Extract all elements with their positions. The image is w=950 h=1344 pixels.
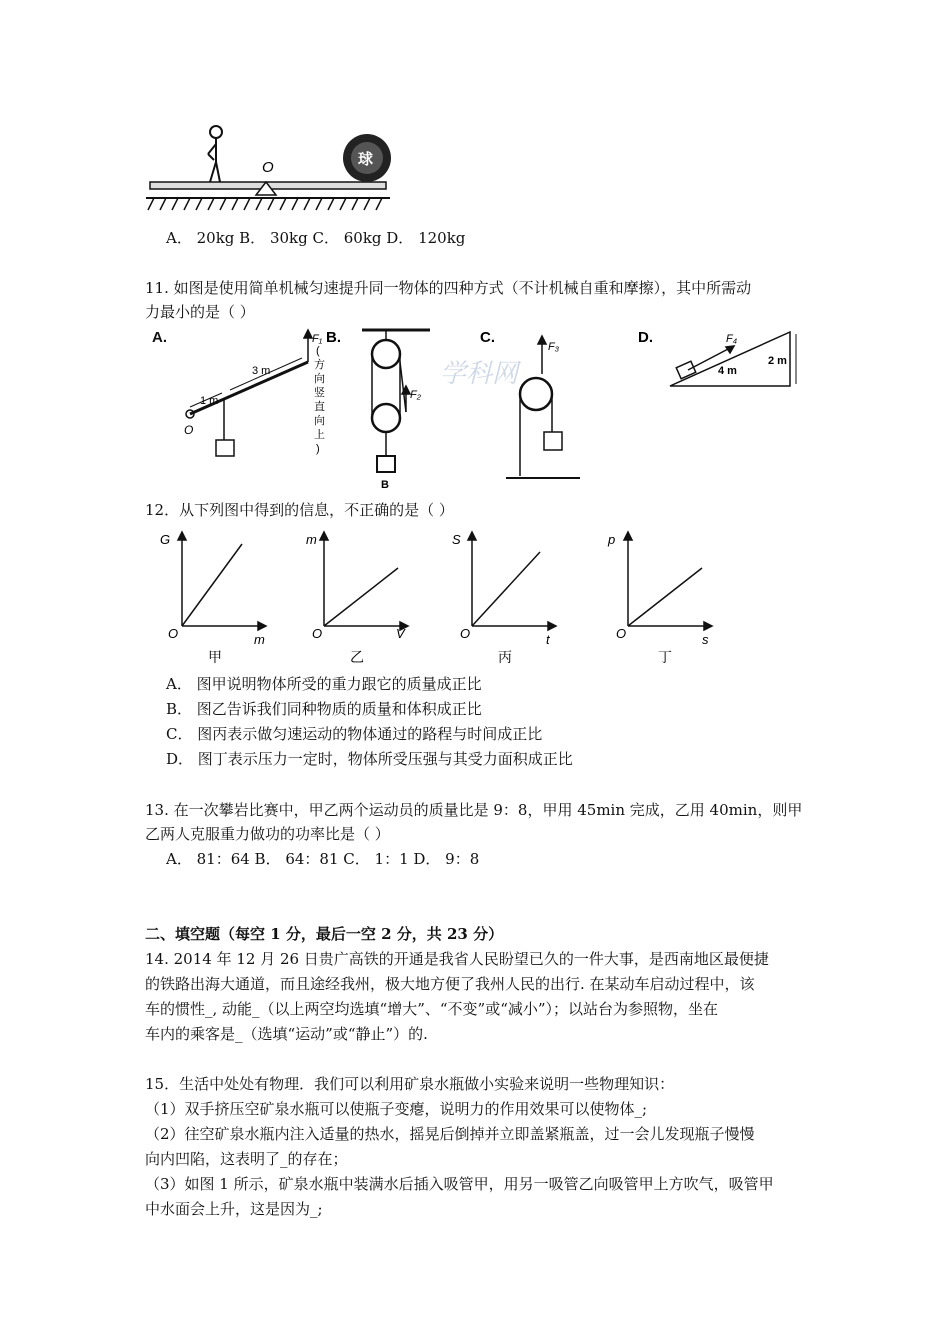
fig-b-weight [377, 456, 395, 472]
fig-c-pulley [520, 378, 552, 410]
graph-ding [624, 532, 712, 630]
graph-jia [178, 532, 266, 630]
fig-d-length: 4 m [718, 365, 737, 377]
graph-yi-xlabel: V [396, 626, 405, 641]
graph-jia-name: 甲 [208, 649, 222, 665]
graph-bing-origin: O [460, 626, 471, 641]
graph-ding-line [628, 568, 702, 626]
graph-jia-ylabel: G [160, 532, 171, 547]
graph-yi [320, 532, 408, 630]
watermark: 学科网 [440, 358, 519, 388]
q12-option-a: A． 图甲说明物体所受的重力跟它的质量成正比 [166, 675, 482, 693]
graph-ding-ylabel: p [608, 532, 616, 547]
q11-stem-line1: 11. 如图是使用简单机械匀速提升同一物体的四种方式（不计机械自重和摩擦），其中所需动 [145, 279, 752, 297]
graph-bing-line [472, 552, 540, 626]
svg-text:竖: 竖 [314, 387, 325, 399]
fig-a-long-length: 3 m [252, 365, 271, 377]
fig-b-bottom-label: B [381, 479, 389, 491]
fig-b-fixed-pulley [372, 340, 400, 368]
graph-ding-name: 丁 [658, 649, 672, 665]
graph-bing [468, 532, 556, 630]
q13-stem-line1: 13. 在一次攀岩比赛中，甲乙两个运动员的质量比是 9：8，甲用 45min 完成，乙用 40min，则甲 [145, 801, 803, 819]
q15-line6: 中水面会上升，这是因为_; [145, 1200, 323, 1218]
graph-ding-xlabel: s [702, 632, 709, 647]
fig-d-label: D. [638, 329, 653, 346]
q15-line2: （1）双手挤压空矿泉水瓶可以使瓶子变瘪，说明力的作用效果可以使物体_; [145, 1100, 648, 1118]
svg-text:): ) [316, 443, 320, 455]
fig-b-movable-pulley [372, 404, 400, 432]
svg-text:向: 向 [314, 415, 325, 427]
q15-line5: （3）如图 1 所示，矿泉水瓶中装满水后插入吸管甲，用另一吸管乙向吸管甲上方吹气，吸管甲 [145, 1175, 774, 1193]
q13-stem-line2: 乙两人克服重力做功的功率比是（ ） [145, 825, 390, 843]
graph-ding-origin: O [616, 626, 627, 641]
q12-option-b: B． 图乙告诉我们同种物质的质量和体积成正比 [166, 700, 482, 718]
graph-yi-line [324, 568, 398, 626]
graph-bing-name: 丙 [498, 649, 512, 665]
fig-a-label: A. [152, 329, 167, 346]
q15-line1: 15．生活中处处有物理．我们可以利用矿泉水瓶做小实验来说明一些物理知识： [145, 1075, 675, 1093]
q14-line4: 车内的乘客是_（选填“运动”或“静止”）的. [145, 1025, 428, 1043]
fig-b-label: B. [326, 329, 341, 346]
fig-c-weight [544, 432, 562, 450]
section2-title: 二、填空题（每空 1 分，最后一空 2 分，共 23 分） [145, 925, 504, 943]
graph-jia-line [182, 544, 242, 626]
ground-hatching [148, 198, 382, 210]
graph-yi-ylabel: m [306, 532, 317, 547]
q12-option-d: D． 图丁表示压力一定时，物体所受压强与其受力面积成正比 [166, 750, 573, 768]
svg-text:(: ( [316, 345, 320, 357]
q14-line3: 车的惯性_, 动能_（以上两空均选填“增大”、“不变”或“减小”）；以站台为参照物，坐在 [145, 1000, 719, 1018]
q11-figures [140, 322, 820, 494]
fig-a-short-length: 1 m [200, 395, 219, 407]
fig-c-force: F₃ [548, 341, 560, 353]
fig-b-force: F₂ [410, 389, 421, 401]
fig-d-force: F₄ [726, 333, 738, 345]
graph-yi-origin: O [312, 626, 323, 641]
graph-bing-xlabel: t [546, 632, 550, 647]
fig-a-weight [216, 440, 234, 456]
fig-a-note [314, 345, 325, 455]
person-figure [208, 126, 222, 182]
q10-lever-diagram [140, 120, 400, 215]
graph-bing-ylabel: S [452, 532, 461, 547]
q11-stem-line2: 力最小的是（ ） [145, 303, 255, 321]
svg-text:方: 方 [314, 359, 325, 371]
q15-line4: 向内凹陷，这表明了_的存在； [145, 1150, 348, 1168]
q13-options: A． 81：64 B． 64：81 C． 1：1 D． 9：8 [166, 850, 480, 868]
q12-option-c: C． 图丙表示做匀速运动的物体通过的路程与时间成正比 [166, 725, 543, 743]
svg-text:向: 向 [314, 373, 325, 385]
graph-yi-name: 乙 [350, 649, 364, 665]
fig-a-force: F₁ [312, 333, 323, 345]
q10-options: A． 20kg B． 30kg C． 60kg D． 120kg [166, 229, 466, 247]
q12-stem: 12．从下列图中得到的信息，不正确的是（ ） [145, 501, 454, 519]
fig-a-pivot: O [184, 423, 194, 437]
q15-line3: （2）往空矿泉水瓶内注入适量的热水，摇晃后倒掉并立即盖紧瓶盖，过一会儿发现瓶子慢慢 [145, 1125, 755, 1143]
svg-text:上: 上 [314, 429, 325, 441]
ball-label: 球 [358, 151, 374, 168]
fig-d-height: 2 m [768, 355, 787, 367]
q14-line1: 14. 2014 年 12 月 26 日贵广高铁的开通是我省人民盼望已久的一件大事，是西南地区最便捷 [145, 950, 769, 968]
svg-text:直: 直 [314, 401, 325, 413]
graph-jia-origin: O [168, 626, 179, 641]
q14-line2: 的铁路出海大通道，而且途经我州，极大地方便了我州人民的出行. 在某动车启动过程中，该 [145, 975, 755, 993]
q12-graphs [150, 526, 730, 672]
pivot-label: O [262, 159, 274, 176]
graph-jia-xlabel: m [254, 632, 265, 647]
fig-c-label: C. [480, 329, 495, 346]
